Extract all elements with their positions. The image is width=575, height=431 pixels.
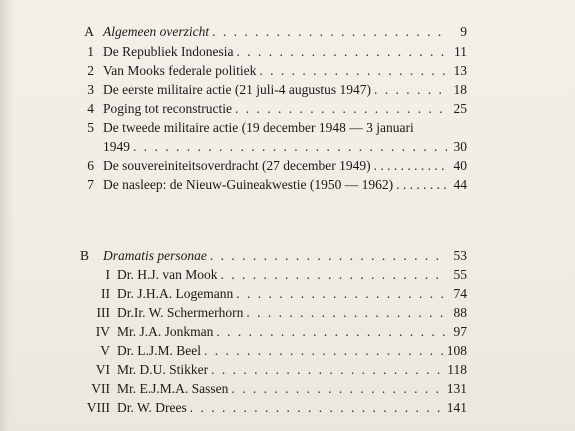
toc-row-a-heading [0, 22, 575, 42]
page-number: 53 [453, 248, 467, 263]
toc-entry [103, 61, 467, 81]
toc-row [0, 61, 575, 81]
chapter-number: 2 [87, 63, 94, 78]
chapter-title: Poging tot reconstructie [103, 101, 232, 116]
page-number: 74 [453, 286, 467, 301]
toc-entry [103, 80, 467, 100]
page-number: 9 [460, 24, 467, 39]
chapter-title: De Republiek Indonesia [103, 44, 234, 59]
page-number: 141 [446, 400, 467, 415]
dot-leader [374, 80, 447, 100]
dot-leader [190, 398, 445, 418]
chapter-title: Van Mooks federale politiek [103, 63, 257, 78]
toc-entry [103, 175, 467, 195]
section-title: Algemeen overzicht [103, 24, 210, 39]
person-name: Dr.Ir. W. Schermerhorn [117, 305, 244, 320]
toc-row [0, 42, 575, 62]
toc-row [0, 99, 575, 119]
dot-leader [374, 156, 447, 176]
dot-leader [133, 137, 447, 157]
page-number: 88 [453, 305, 467, 320]
toc-entry [103, 246, 467, 266]
toc-row [0, 80, 575, 100]
toc-row-continuation [0, 137, 575, 157]
toc-row [0, 265, 575, 285]
dot-leader [231, 379, 444, 399]
person-name: Dr. J.H.A. Logemann [117, 286, 234, 301]
person-number: V [100, 343, 110, 358]
dot-leader [396, 175, 447, 195]
page-number: 97 [453, 324, 467, 339]
person-number: II [101, 286, 110, 301]
dot-leader [204, 341, 445, 361]
toc-entry [117, 322, 467, 342]
section-marker: B [80, 248, 90, 263]
page-number: 18 [453, 82, 467, 97]
person-number: VI [95, 362, 110, 377]
chapter-number: 7 [87, 177, 94, 192]
dot-leader [212, 22, 447, 42]
chapter-number: 1 [87, 44, 94, 59]
toc-row-b-heading [0, 246, 575, 266]
toc-entry [117, 398, 467, 418]
dot-leader [235, 99, 447, 119]
person-name: Mr. D.U. Stikker [117, 362, 209, 377]
toc-row [0, 175, 575, 195]
chapter-title: De eerste militaire actie (21 juli-4 augustus 1947) [103, 82, 372, 97]
page-number: 118 [447, 362, 467, 377]
person-name: Dr. W. Drees [117, 400, 187, 415]
page-number: 13 [453, 63, 467, 78]
person-name: Mr. E.J.M.A. Sassen [117, 381, 229, 396]
dot-leader [236, 284, 447, 304]
page-number: 108 [446, 343, 467, 358]
chapter-title: De nasleep: de Nieuw-Guineakwestie (1950 — 1962) [103, 177, 394, 192]
person-number: VIII [86, 400, 110, 415]
toc-row [0, 398, 575, 418]
toc-entry [103, 99, 467, 119]
page-number: 11 [454, 44, 467, 59]
toc-row [0, 341, 575, 361]
chapter-number: 4 [87, 101, 94, 116]
person-name: Mr. J.A. Jonkman [117, 324, 214, 339]
chapter-number: 6 [87, 158, 94, 173]
person-number: III [96, 305, 110, 320]
dot-leader [211, 360, 445, 380]
chapter-title-continuation: 1949 [103, 139, 130, 154]
dot-leader [236, 42, 447, 62]
dot-leader [216, 322, 447, 342]
section-title: Dramatis personae [103, 248, 207, 263]
toc-row [0, 303, 575, 323]
chapter-number: 5 [87, 120, 94, 135]
toc-entry [117, 284, 467, 304]
chapter-title: De tweede militaire actie (19 december 1948 — 3 januari [103, 120, 414, 135]
toc-row [0, 284, 575, 304]
toc-entry [103, 22, 467, 42]
dot-leader [246, 303, 447, 323]
person-number: IV [95, 324, 110, 339]
toc-entry [103, 42, 467, 62]
toc-entry [103, 156, 467, 176]
page-number: 44 [453, 177, 467, 192]
toc-row [0, 118, 575, 138]
toc-entry [103, 137, 467, 157]
person-name: Dr. H.J. van Mook [117, 267, 218, 282]
toc-row [0, 360, 575, 380]
toc-entry [117, 360, 467, 380]
dot-leader [210, 246, 447, 266]
toc-row [0, 322, 575, 342]
person-number: I [105, 267, 110, 282]
page-number: 25 [453, 101, 467, 116]
page-number: 30 [453, 139, 467, 154]
page-number: 40 [453, 158, 467, 173]
dot-leader [259, 61, 447, 81]
toc-entry [117, 379, 467, 399]
page-number: 131 [446, 381, 467, 396]
toc-row [0, 379, 575, 399]
toc-entry [117, 341, 467, 361]
toc-row [0, 156, 575, 176]
chapter-number: 3 [87, 82, 94, 97]
page-number: 55 [453, 267, 467, 282]
toc-entry [117, 265, 467, 285]
person-name: Dr. L.J.M. Beel [117, 343, 201, 358]
section-marker: A [84, 24, 94, 39]
chapter-title: De souvereiniteitsoverdracht (27 december 1949) [103, 158, 371, 173]
person-number: VII [91, 381, 110, 396]
toc-entry [117, 303, 467, 323]
dot-leader [221, 265, 448, 285]
